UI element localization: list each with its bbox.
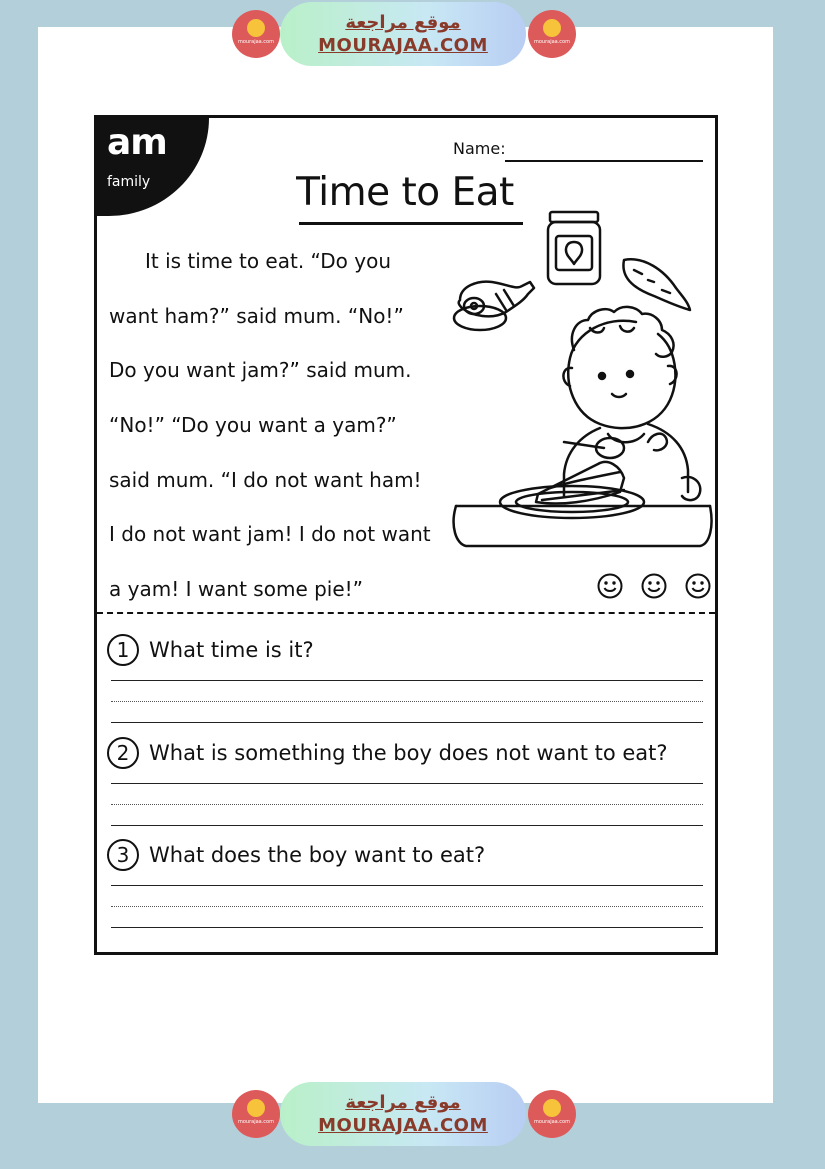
- worksheet-title: Time to Eat: [296, 170, 514, 215]
- ham-icon: [454, 282, 534, 330]
- word-family-label: family: [107, 174, 151, 190]
- answer-line[interactable]: [111, 680, 703, 681]
- boy-icon: [454, 307, 712, 546]
- question-text: What does the boy want to eat?: [149, 843, 486, 867]
- question-1: [107, 634, 314, 666]
- question-number: 1: [107, 634, 139, 666]
- site-logo-icon: mourajaa.com: [232, 1090, 280, 1138]
- story-line: a yam! I want some pie!”: [109, 577, 364, 602]
- answer-line[interactable]: [111, 783, 703, 784]
- smiley-icon[interactable]: [597, 573, 623, 599]
- story-line: Do you want jam?” said mum.: [109, 358, 412, 383]
- site-logo-icon: mourajaa.com: [232, 10, 280, 58]
- answer-line[interactable]: [111, 885, 703, 886]
- watermark-arabic: موقع مراجعة: [345, 12, 461, 33]
- watermark-link[interactable]: [280, 2, 526, 66]
- answer-line[interactable]: [111, 825, 703, 826]
- question-number: 2: [107, 737, 139, 769]
- answer-guide-line: [111, 906, 703, 907]
- story-line: I do not want jam! I do not want: [109, 522, 431, 547]
- site-logo-icon: mourajaa.com: [528, 1090, 576, 1138]
- question-number: 3: [107, 839, 139, 871]
- story-line: want ham?” said mum. “No!”: [109, 303, 404, 328]
- word-family: am: [107, 122, 167, 163]
- question-text: What time is it?: [149, 638, 314, 662]
- worksheet: [94, 115, 718, 955]
- watermark-latin: MOURAJAA.COM: [318, 35, 488, 56]
- story-text: [109, 241, 499, 624]
- answer-guide-line: [111, 804, 703, 805]
- jam-jar-icon: [548, 212, 600, 284]
- watermark-latin: MOURAJAA.COM: [318, 1115, 488, 1136]
- story-line: It is time to eat. “Do you: [145, 249, 392, 273]
- smiley-icon[interactable]: [685, 573, 711, 599]
- question-3: [107, 839, 485, 871]
- name-label: Name:: [453, 139, 506, 158]
- answer-line[interactable]: [111, 722, 703, 723]
- answer-guide-line: [111, 701, 703, 702]
- watermark-bottom: [0, 1080, 825, 1150]
- yam-icon: [623, 259, 690, 310]
- word-family-badge: [97, 118, 209, 216]
- watermark-arabic: موقع مراجعة: [345, 1092, 461, 1113]
- question-text: What is something the boy does not want to eat?: [149, 741, 668, 765]
- question-2: [107, 737, 668, 769]
- watermark-link[interactable]: [280, 1082, 526, 1146]
- smiley-icon[interactable]: [641, 573, 667, 599]
- story-line: “No!” “Do you want a yam?”: [109, 413, 397, 438]
- watermark-top: [0, 0, 825, 70]
- site-logo-icon: mourajaa.com: [528, 10, 576, 58]
- name-field[interactable]: [505, 160, 703, 162]
- story-line: said mum. “I do not want ham!: [109, 467, 422, 492]
- self-rating: [597, 573, 715, 605]
- answer-line[interactable]: [111, 927, 703, 928]
- section-divider: [97, 612, 715, 614]
- boy-eating-illustration: [452, 210, 714, 555]
